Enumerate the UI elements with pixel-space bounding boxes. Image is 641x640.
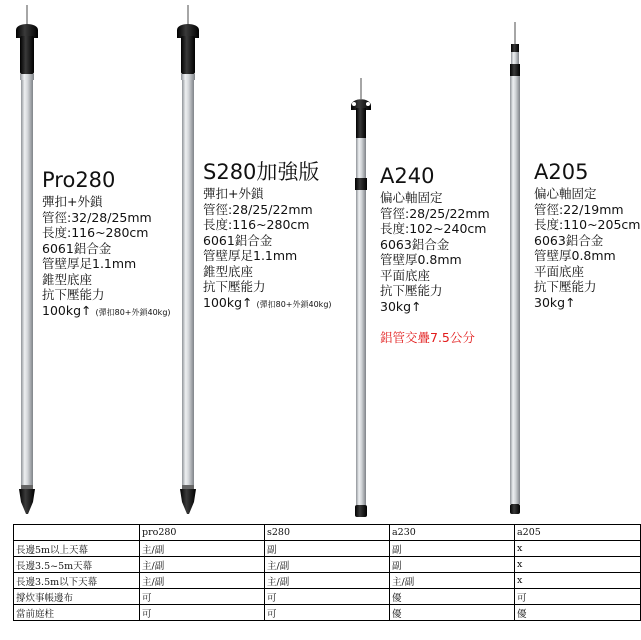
- spec-line: 管壁厚足1.1mm: [42, 256, 137, 271]
- table-cell: a205: [515, 525, 641, 541]
- spec-line: 管徑:28/25/22mm: [380, 205, 490, 221]
- comparison-table: [13, 524, 641, 621]
- load-value: 100kg↑: [203, 294, 253, 310]
- table-cell: 主/副: [265, 573, 390, 589]
- table-cell: 副: [390, 557, 515, 573]
- spec-line: 抗下壓能力: [534, 279, 597, 294]
- product-title: Pro280: [42, 168, 116, 192]
- load-value: 30kg↑: [534, 294, 576, 310]
- table-cell: 長邊3.5m以下天幕: [14, 573, 140, 589]
- spec-line: 6063鋁合金: [380, 236, 450, 252]
- table-cell: 主/副: [140, 541, 265, 557]
- load-capacity: [380, 299, 490, 315]
- table-cell: 副: [265, 541, 390, 557]
- spec-line: 錐型底座: [203, 263, 254, 279]
- overlap-note: 鋁管交疊7.5公分: [380, 330, 475, 345]
- spec-line: 管壁厚0.8mm: [534, 248, 616, 263]
- table-cell: x: [515, 573, 641, 589]
- spec-line: 管徑:22/19mm: [534, 201, 624, 217]
- table-cell: pro280: [140, 525, 265, 541]
- load-note: (彈扣80+外鎖40kg): [95, 307, 171, 317]
- product-title: A240: [380, 164, 435, 188]
- spec-line: 彈扣+外鎖: [42, 194, 103, 209]
- spec-line: 偏心軸固定: [380, 190, 443, 205]
- spec-line: 錐型底座: [42, 271, 93, 287]
- product-a240: [380, 164, 490, 346]
- spec-line: 管壁厚0.8mm: [380, 252, 462, 267]
- table-row: [14, 541, 641, 557]
- load-note: (彈扣80+外鎖40kg): [256, 299, 332, 309]
- table-cell: x: [515, 541, 641, 557]
- spec-line: 長度:116~280cm: [42, 225, 149, 240]
- pole-s280: [177, 5, 199, 514]
- spec-line: 6061鋁合金: [42, 240, 112, 256]
- load-capacity: [203, 295, 332, 313]
- spec-line: 管徑:32/28/25mm: [42, 209, 152, 225]
- table-cell: 優: [515, 605, 641, 621]
- spec-line: 6061鋁合金: [203, 232, 273, 248]
- table-cell: 可: [140, 605, 265, 621]
- pole-a205: [510, 22, 520, 514]
- table-cell: 優: [390, 605, 515, 621]
- spec-line: 長度:102~240cm: [380, 221, 487, 236]
- table-row: [14, 605, 641, 621]
- table-cell: 可: [265, 589, 390, 605]
- load-capacity: [42, 303, 171, 321]
- spec-line: 偏心軸固定: [534, 186, 597, 201]
- table-cell: x: [515, 557, 641, 573]
- table-cell: 主/副: [140, 557, 265, 573]
- product-a205: [534, 160, 640, 310]
- pole-pro280: [16, 5, 38, 514]
- product-s280: [203, 160, 332, 312]
- spec-line: 抗下壓能力: [203, 279, 266, 294]
- load-capacity: [534, 295, 640, 311]
- table-cell: 當前庭柱: [14, 605, 140, 621]
- load-value: 30kg↑: [380, 298, 422, 314]
- table-cell: 優: [390, 589, 515, 605]
- table-cell: 可: [140, 589, 265, 605]
- table-cell: 副: [390, 541, 515, 557]
- table-cell: 主/副: [265, 557, 390, 573]
- product-title: S280加強版: [203, 160, 320, 184]
- pole-a240: [351, 78, 371, 517]
- load-value: 100kg↑: [42, 302, 92, 318]
- table-cell: 主/副: [390, 573, 515, 589]
- spec-line: 管壁厚足1.1mm: [203, 248, 298, 263]
- spec-line: 平面底座: [380, 267, 431, 283]
- spec-line: 抗下壓能力: [42, 287, 105, 302]
- table-row: [14, 557, 641, 573]
- spec-line: 長度:110~205cm: [534, 217, 641, 232]
- spec-line: 抗下壓能力: [380, 283, 443, 298]
- table-cell: s280: [265, 525, 390, 541]
- table-cell: 長邊3.5~5m天幕: [14, 557, 140, 573]
- table-header-row: [14, 525, 641, 541]
- product-title: A205: [534, 160, 589, 184]
- table-cell: 撐炊事帳邊布: [14, 589, 140, 605]
- table-cell: a230: [390, 525, 515, 541]
- table-cell: [14, 525, 140, 541]
- table-cell: 主/副: [140, 573, 265, 589]
- spec-line: 6063鋁合金: [534, 232, 604, 248]
- spec-line: 管徑:28/25/22mm: [203, 201, 313, 217]
- spec-line: 長度:116~280cm: [203, 217, 310, 232]
- table-row: [14, 573, 641, 589]
- table-row: [14, 589, 641, 605]
- spec-line: 平面底座: [534, 263, 585, 279]
- table-cell: 長邊5m以上天幕: [14, 541, 140, 557]
- spec-line: 彈扣+外鎖: [203, 186, 264, 201]
- table-cell: 可: [515, 589, 641, 605]
- table-cell: 可: [265, 605, 390, 621]
- product-pro280: [42, 168, 171, 320]
